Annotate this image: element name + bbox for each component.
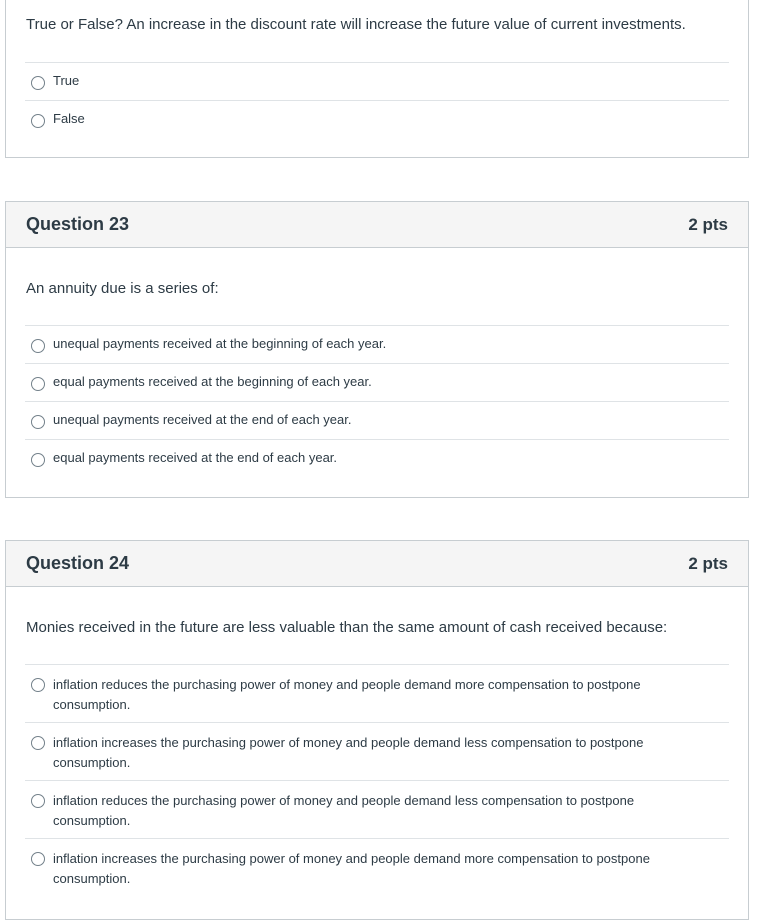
radio-button[interactable]: [31, 377, 45, 391]
question-header: [6, 202, 748, 248]
answer-label: inflation reduces the purchasing power of money and people demand less compensation to postpone consumption.: [53, 793, 635, 828]
radio-button[interactable]: [31, 852, 45, 866]
answer-label: equal payments received at the beginning of each year.: [53, 374, 372, 389]
answer-label: equal payments received at the end of each year.: [53, 450, 338, 465]
answer-label: inflation increases the purchasing power of money and people demand less compensation to postpone consumption.: [53, 735, 644, 770]
answer-label: unequal payments received at the beginning of each year.: [53, 336, 387, 351]
question-title: Question 23: [26, 214, 130, 234]
question-22-answers: [25, 62, 729, 138]
radio-button[interactable]: [31, 453, 45, 467]
answer-label: True: [53, 73, 80, 88]
question-header: [6, 541, 748, 587]
question-points: 2 pts: [688, 553, 728, 573]
question-24-card: [5, 540, 749, 920]
answer-option[interactable]: [25, 62, 729, 100]
answer-option[interactable]: [25, 838, 729, 896]
radio-button[interactable]: [31, 794, 45, 808]
answer-option[interactable]: [25, 664, 729, 722]
answer-option[interactable]: [25, 100, 729, 138]
question-24-answers: [25, 664, 729, 896]
answer-option[interactable]: [25, 439, 729, 477]
answer-option[interactable]: [25, 780, 729, 838]
answer-option[interactable]: [25, 363, 729, 401]
answer-option[interactable]: [25, 722, 729, 780]
question-title: Question 24: [26, 553, 130, 573]
question-text: Monies received in the future are less valuable than the same amount of cash received because:: [26, 619, 668, 636]
radio-button[interactable]: [31, 76, 45, 90]
answer-label: inflation reduces the purchasing power of money and people demand more compensation to postpone consumption.: [53, 677, 641, 712]
radio-button[interactable]: [31, 736, 45, 750]
answer-label: inflation increases the purchasing power of money and people demand more compensation to postpone consumption.: [53, 851, 650, 886]
radio-button[interactable]: [31, 678, 45, 692]
radio-button[interactable]: [31, 114, 45, 128]
question-23-card: [5, 201, 749, 498]
question-23-answers: [25, 325, 729, 477]
answer-option[interactable]: [25, 325, 729, 363]
answer-label: unequal payments received at the end of each year.: [53, 412, 352, 427]
question-text: An annuity due is a series of:: [26, 280, 219, 297]
answer-option[interactable]: [25, 401, 729, 439]
question-22-card: [5, 0, 749, 158]
answer-label: False: [53, 111, 85, 126]
radio-button[interactable]: [31, 339, 45, 353]
radio-button[interactable]: [31, 415, 45, 429]
question-points: 2 pts: [688, 214, 728, 234]
question-22-text: True or False? An increase in the discount rate will increase the future value of current investments.: [26, 16, 686, 33]
